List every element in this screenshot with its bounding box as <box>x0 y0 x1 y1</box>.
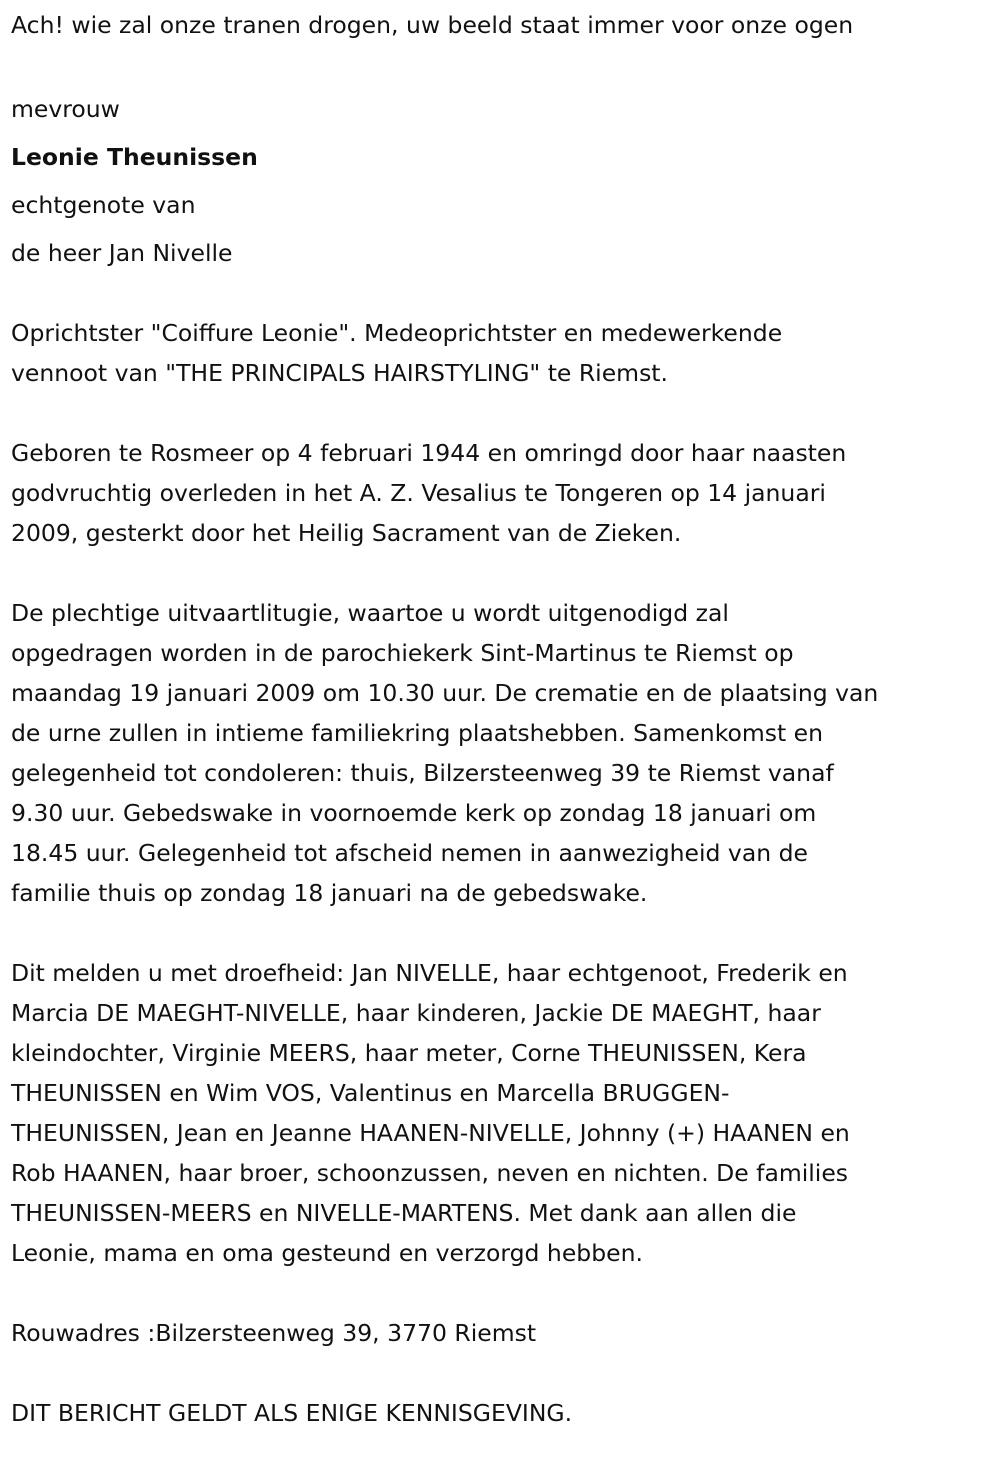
paragraph-line: 2009, gesterkt door het Heilig Sacrament van de Zieken. <box>11 519 682 547</box>
funeral-paragraph <box>11 593 1000 913</box>
obituary-document <box>11 5 1000 1473</box>
paragraph-line: De plechtige uitvaartlitugie, waartoe u wordt uitgenodigd zal <box>11 599 729 627</box>
paragraph-line: DIT BERICHT GELDT ALS ENIGE KENNISGEVING. <box>11 1399 573 1427</box>
paragraph-line: 18.45 uur. Gelegenheid tot afscheid nemen in aanwezigheid van de <box>11 839 808 867</box>
paragraph-line: Oprichtster "Coiffure Leonie". Medeoprichtster en medewerkende <box>11 319 783 347</box>
paragraph-line: Dit melden u met droefheid: Jan NIVELLE, haar echtgenoot, Frederik en <box>11 959 848 987</box>
title: mevrouw <box>11 95 120 123</box>
paragraph-line: Leonie, mama en oma gesteund en verzorgd hebben. <box>11 1239 643 1267</box>
paragraph-line: godvruchtig overleden in het A. Z. Vesalius te Tongeren op 14 januari <box>11 479 826 507</box>
paragraph-line: THEUNISSEN-MEERS en NIVELLE-MARTENS. Met dank aan allen die <box>11 1199 797 1227</box>
deceased-header <box>11 85 1000 277</box>
mourners-paragraph <box>11 953 1000 1273</box>
relation: echtgenote van <box>11 191 196 219</box>
birth-death-paragraph <box>11 433 1000 553</box>
paragraph-line: maandag 19 januari 2009 om 10.30 uur. De crematie en de plaatsing van <box>11 679 879 707</box>
paragraph-line: THEUNISSEN en Wim VOS, Valentinus en Marcella BRUGGEN- <box>11 1079 730 1107</box>
deceased-name: Leonie Theunissen <box>11 143 258 171</box>
body-paragraphs <box>11 313 1000 1433</box>
verse <box>11 5 1000 45</box>
paragraph-line: Marcia DE MAEGHT-NIVELLE, haar kinderen, Jackie DE MAEGHT, haar <box>11 999 821 1027</box>
paragraph-line: opgedragen worden in de parochiekerk Sint-Martinus te Riemst op <box>11 639 794 667</box>
paragraph-line: de urne zullen in intieme familiekring plaatshebben. Samenkomst en <box>11 719 824 747</box>
spouse-name: de heer Jan Nivelle <box>11 239 233 267</box>
paragraph-line: familie thuis op zondag 18 januari na de gebedswake. <box>11 879 648 907</box>
paragraph-line: kleindochter, Virginie MEERS, haar meter, Corne THEUNISSEN, Kera <box>11 1039 807 1067</box>
verse-line: Ach! wie zal onze tranen drogen, uw beeld staat immer voor onze ogen <box>11 11 854 39</box>
paragraph-line: 9.30 uur. Gebedswake in voornoemde kerk op zondag 18 januari om <box>11 799 817 827</box>
paragraph-line: gelegenheid tot condoleren: thuis, Bilzersteenweg 39 te Riemst vanaf <box>11 759 834 787</box>
paragraph-line: vennoot van "THE PRINCIPALS HAIRSTYLING" te Riemst. <box>11 359 668 387</box>
address-paragraph <box>11 1313 1000 1353</box>
notice-paragraph <box>11 1393 1000 1433</box>
paragraph-line: Rouwadres :Bilzersteenweg 39, 3770 Riemst <box>11 1319 537 1347</box>
occupation-paragraph <box>11 313 1000 393</box>
paragraph-line: Rob HAANEN, haar broer, schoonzussen, neven en nichten. De families <box>11 1159 849 1187</box>
paragraph-line: THEUNISSEN, Jean en Jeanne HAANEN-NIVELLE, Johnny (+) HAANEN en <box>11 1119 850 1147</box>
paragraph-line: Geboren te Rosmeer op 4 februari 1944 en omringd door haar naasten <box>11 439 847 467</box>
